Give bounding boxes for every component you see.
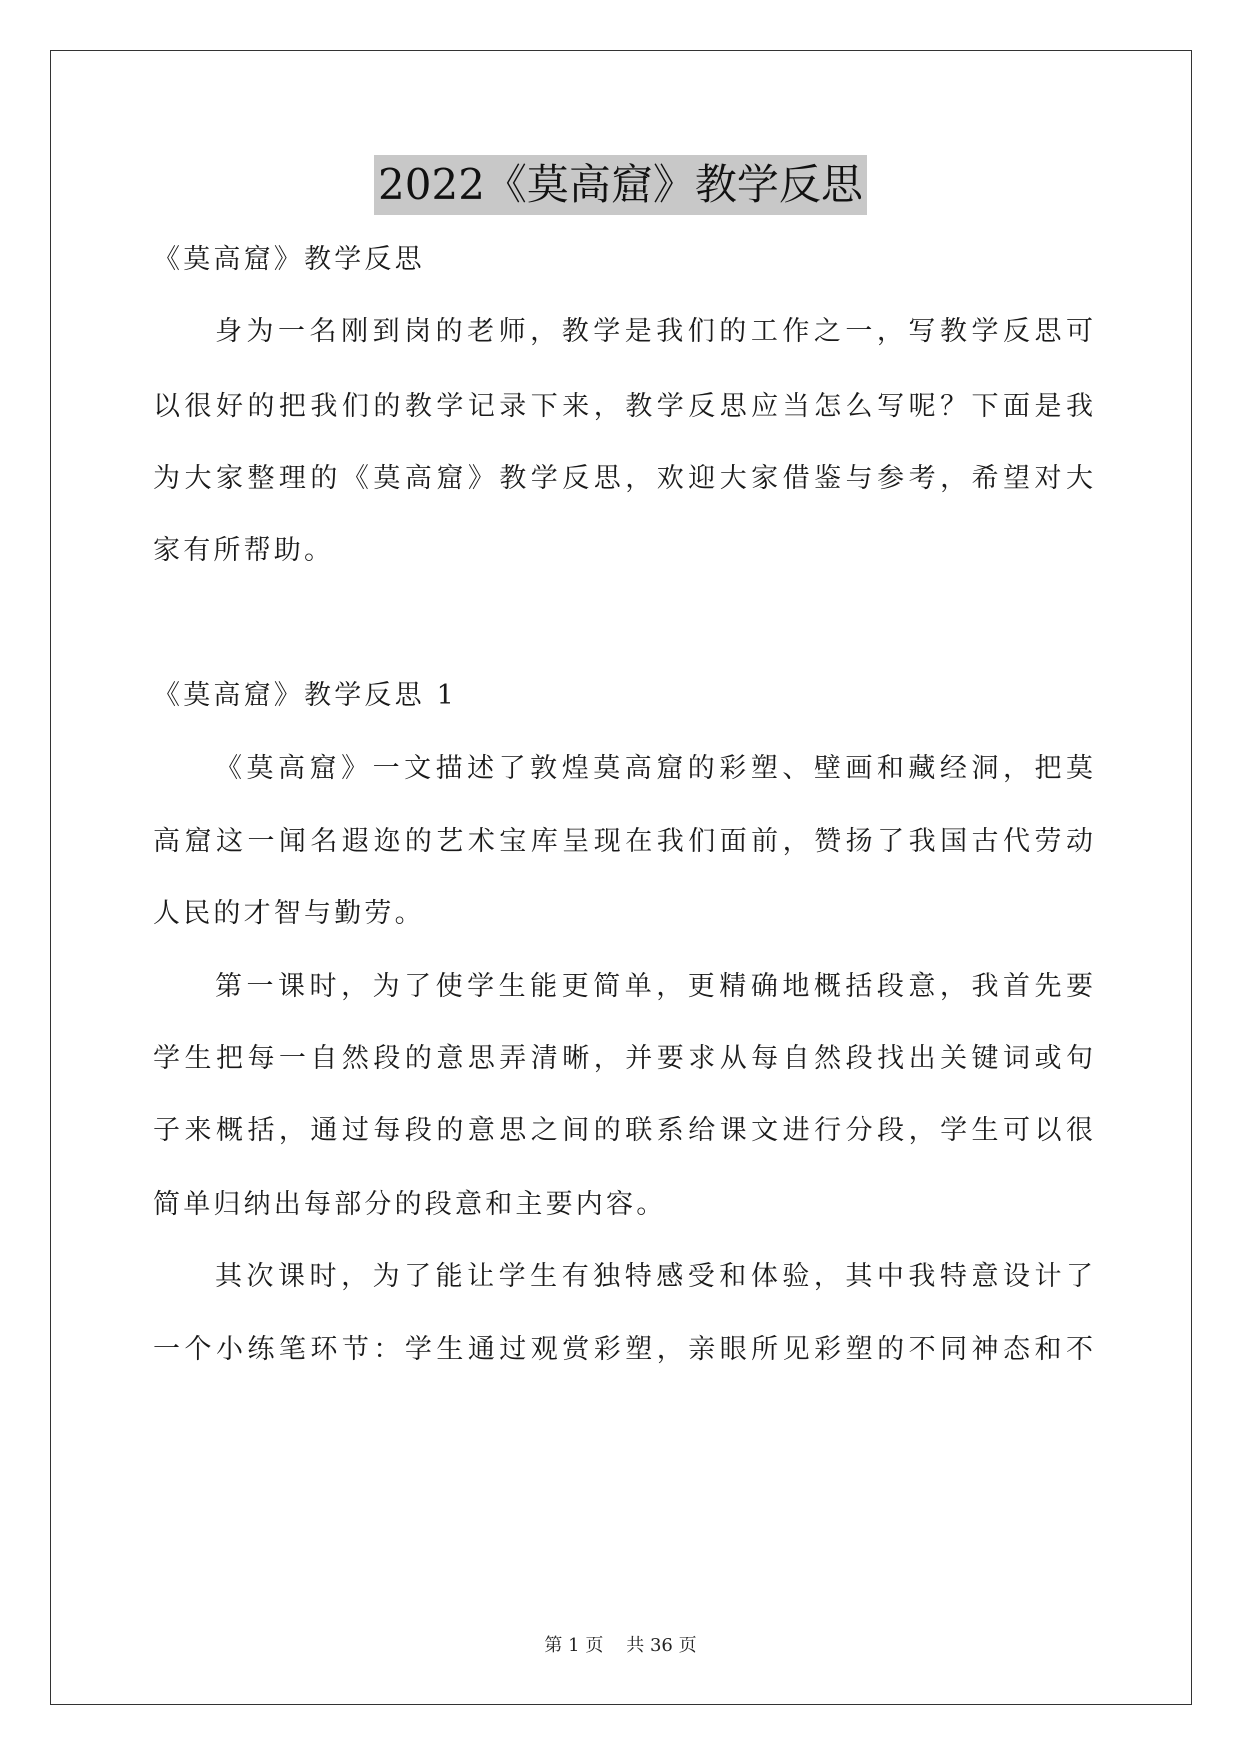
- page-border: [50, 50, 1192, 1705]
- page-footer: [0, 1634, 1241, 1658]
- paragraph-line: 《莫高窟》一文描述了敦煌莫高窟的彩塑、壁画和藏经洞，把莫: [215, 753, 1093, 784]
- paragraph-line: 简单归纳出每部分的段意和主要内容。: [153, 1189, 667, 1220]
- title-wrapper: [0, 155, 1241, 215]
- paragraph-line: 一个小练笔环节：学生通过观赏彩塑，亲眼所见彩塑的不同神态和不: [153, 1334, 1093, 1365]
- paragraph-line: 人民的才智与勤劳。: [153, 898, 425, 929]
- paragraph-line: 第一课时，为了使学生能更简单，更精确地概括段意，我首先要: [215, 971, 1093, 1002]
- paragraph-line: 子来概括，通过每段的意思之间的联系给课文进行分段，学生可以很: [153, 1115, 1093, 1146]
- paragraph-line: 其次课时，为了能让学生有独特感受和体验，其中我特意设计了: [215, 1261, 1093, 1292]
- document-title: 2022《莫高窟》教学反思: [374, 155, 867, 215]
- paragraph-line: 为大家整理的《莫高窟》教学反思，欢迎大家借鉴与参考，希望对大: [153, 463, 1093, 494]
- paragraph-line: 学生把每一自然段的意思弄清晰，并要求从每自然段找出关键词或句: [153, 1043, 1093, 1074]
- page-number: 第 1 页: [544, 1635, 604, 1656]
- paragraph-line: 高窟这一闻名遐迩的艺术宝库呈现在我们面前，赞扬了我国古代劳动: [153, 826, 1093, 857]
- section-heading: 《莫高窟》教学反思: [153, 244, 425, 275]
- section-heading: 《莫高窟》教学反思 1: [153, 680, 457, 711]
- paragraph-line: 身为一名刚到岗的老师，教学是我们的工作之一，写教学反思可: [215, 316, 1093, 347]
- page-total: 共 36 页: [626, 1635, 697, 1656]
- paragraph-line: 以很好的把我们的教学记录下来，教学反思应当怎么写呢？下面是我: [153, 391, 1093, 422]
- paragraph-line: 家有所帮助。: [153, 535, 335, 566]
